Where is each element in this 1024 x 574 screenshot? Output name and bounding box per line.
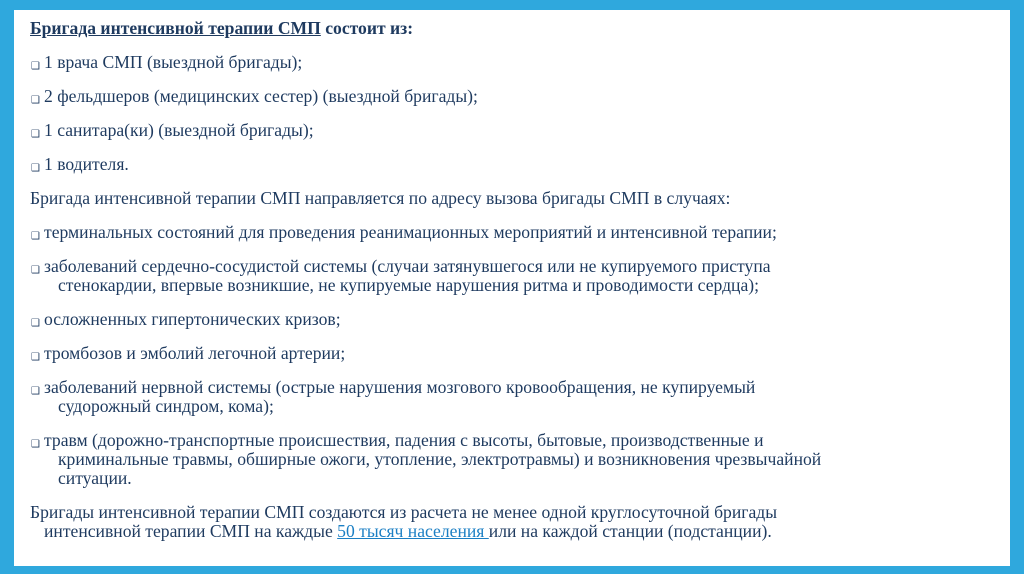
staff-item (30, 87, 994, 106)
case-line: заболеваний сердечно-сосудистой системы (случаи затянувшегося или не купируемого приступа (44, 256, 771, 276)
hollow-square-bullet-icon: ❑ (31, 163, 40, 174)
case-line: заболеваний нервной системы (острые нарушения мозгового кровообращения, не купируемый (44, 377, 756, 397)
slide-content (14, 10, 1010, 566)
case-item (30, 378, 994, 416)
case-line: криминальные травмы, обширные ожоги, утопление, электротравмы) и возникновения чрезвычайной (58, 449, 822, 469)
case-item (30, 257, 994, 295)
case-item (30, 310, 994, 329)
hollow-square-bullet-icon: ❑ (31, 439, 40, 450)
footer-line: Бригады интенсивной терапии СМП создаются из расчета не менее одной круглосуточной бригады (30, 502, 778, 522)
staff-item-text: 2 фельдшеров (медицинских сестер) (выездной бригады); (44, 86, 478, 106)
heading-rest: состоит из: (320, 18, 414, 38)
staff-item-text: 1 водителя. (44, 154, 129, 174)
footer-paragraph (30, 503, 994, 541)
staff-item-text: 1 санитара(ки) (выездной бригады); (44, 120, 314, 140)
population-link[interactable]: 50 тысяч населения (337, 521, 489, 541)
heading (30, 19, 994, 38)
hollow-square-bullet-icon: ❑ (31, 265, 40, 276)
hollow-square-bullet-icon: ❑ (31, 129, 40, 140)
hollow-square-bullet-icon: ❑ (31, 231, 40, 242)
case-item (30, 344, 994, 363)
hollow-square-bullet-icon: ❑ (31, 61, 40, 72)
hollow-square-bullet-icon: ❑ (31, 95, 40, 106)
case-line: травм (дорожно-транспортные происшествия, падения с высоты, бытовые, производственные и (44, 430, 764, 450)
staff-item (30, 121, 994, 140)
heading-underlined: Бригада интенсивной терапии СМП (30, 18, 321, 38)
case-line: терминальных состояний для проведения реанимационных мероприятий и интенсивной терапии; (44, 222, 777, 242)
case-item (30, 223, 994, 242)
case-line: тромбозов и эмболий легочной артерии; (44, 343, 346, 363)
dispatch-intro: Бригада интенсивной терапии СМП направляется по адресу вызова бригады СМП в случаях: (30, 188, 731, 208)
footer-text-before: интенсивной терапии СМП на каждые (44, 521, 338, 541)
footer-text-after: или на каждой станции (подстанции). (488, 521, 772, 541)
case-item (30, 431, 994, 488)
case-line: осложненных гипертонических кризов; (44, 309, 341, 329)
case-line: судорожный синдром, кома); (58, 396, 274, 416)
case-line: стенокардии, впервые возникшие, не купируемые нарушения ритма и проводимости сердца); (58, 275, 760, 295)
hollow-square-bullet-icon: ❑ (31, 318, 40, 329)
staff-item (30, 155, 994, 174)
staff-item (30, 53, 994, 72)
hollow-square-bullet-icon: ❑ (31, 352, 40, 363)
footer-line (30, 522, 994, 541)
staff-item-text: 1 врача СМП (выездной бригады); (44, 52, 303, 72)
case-line: ситуации. (58, 468, 132, 488)
hollow-square-bullet-icon: ❑ (31, 386, 40, 397)
